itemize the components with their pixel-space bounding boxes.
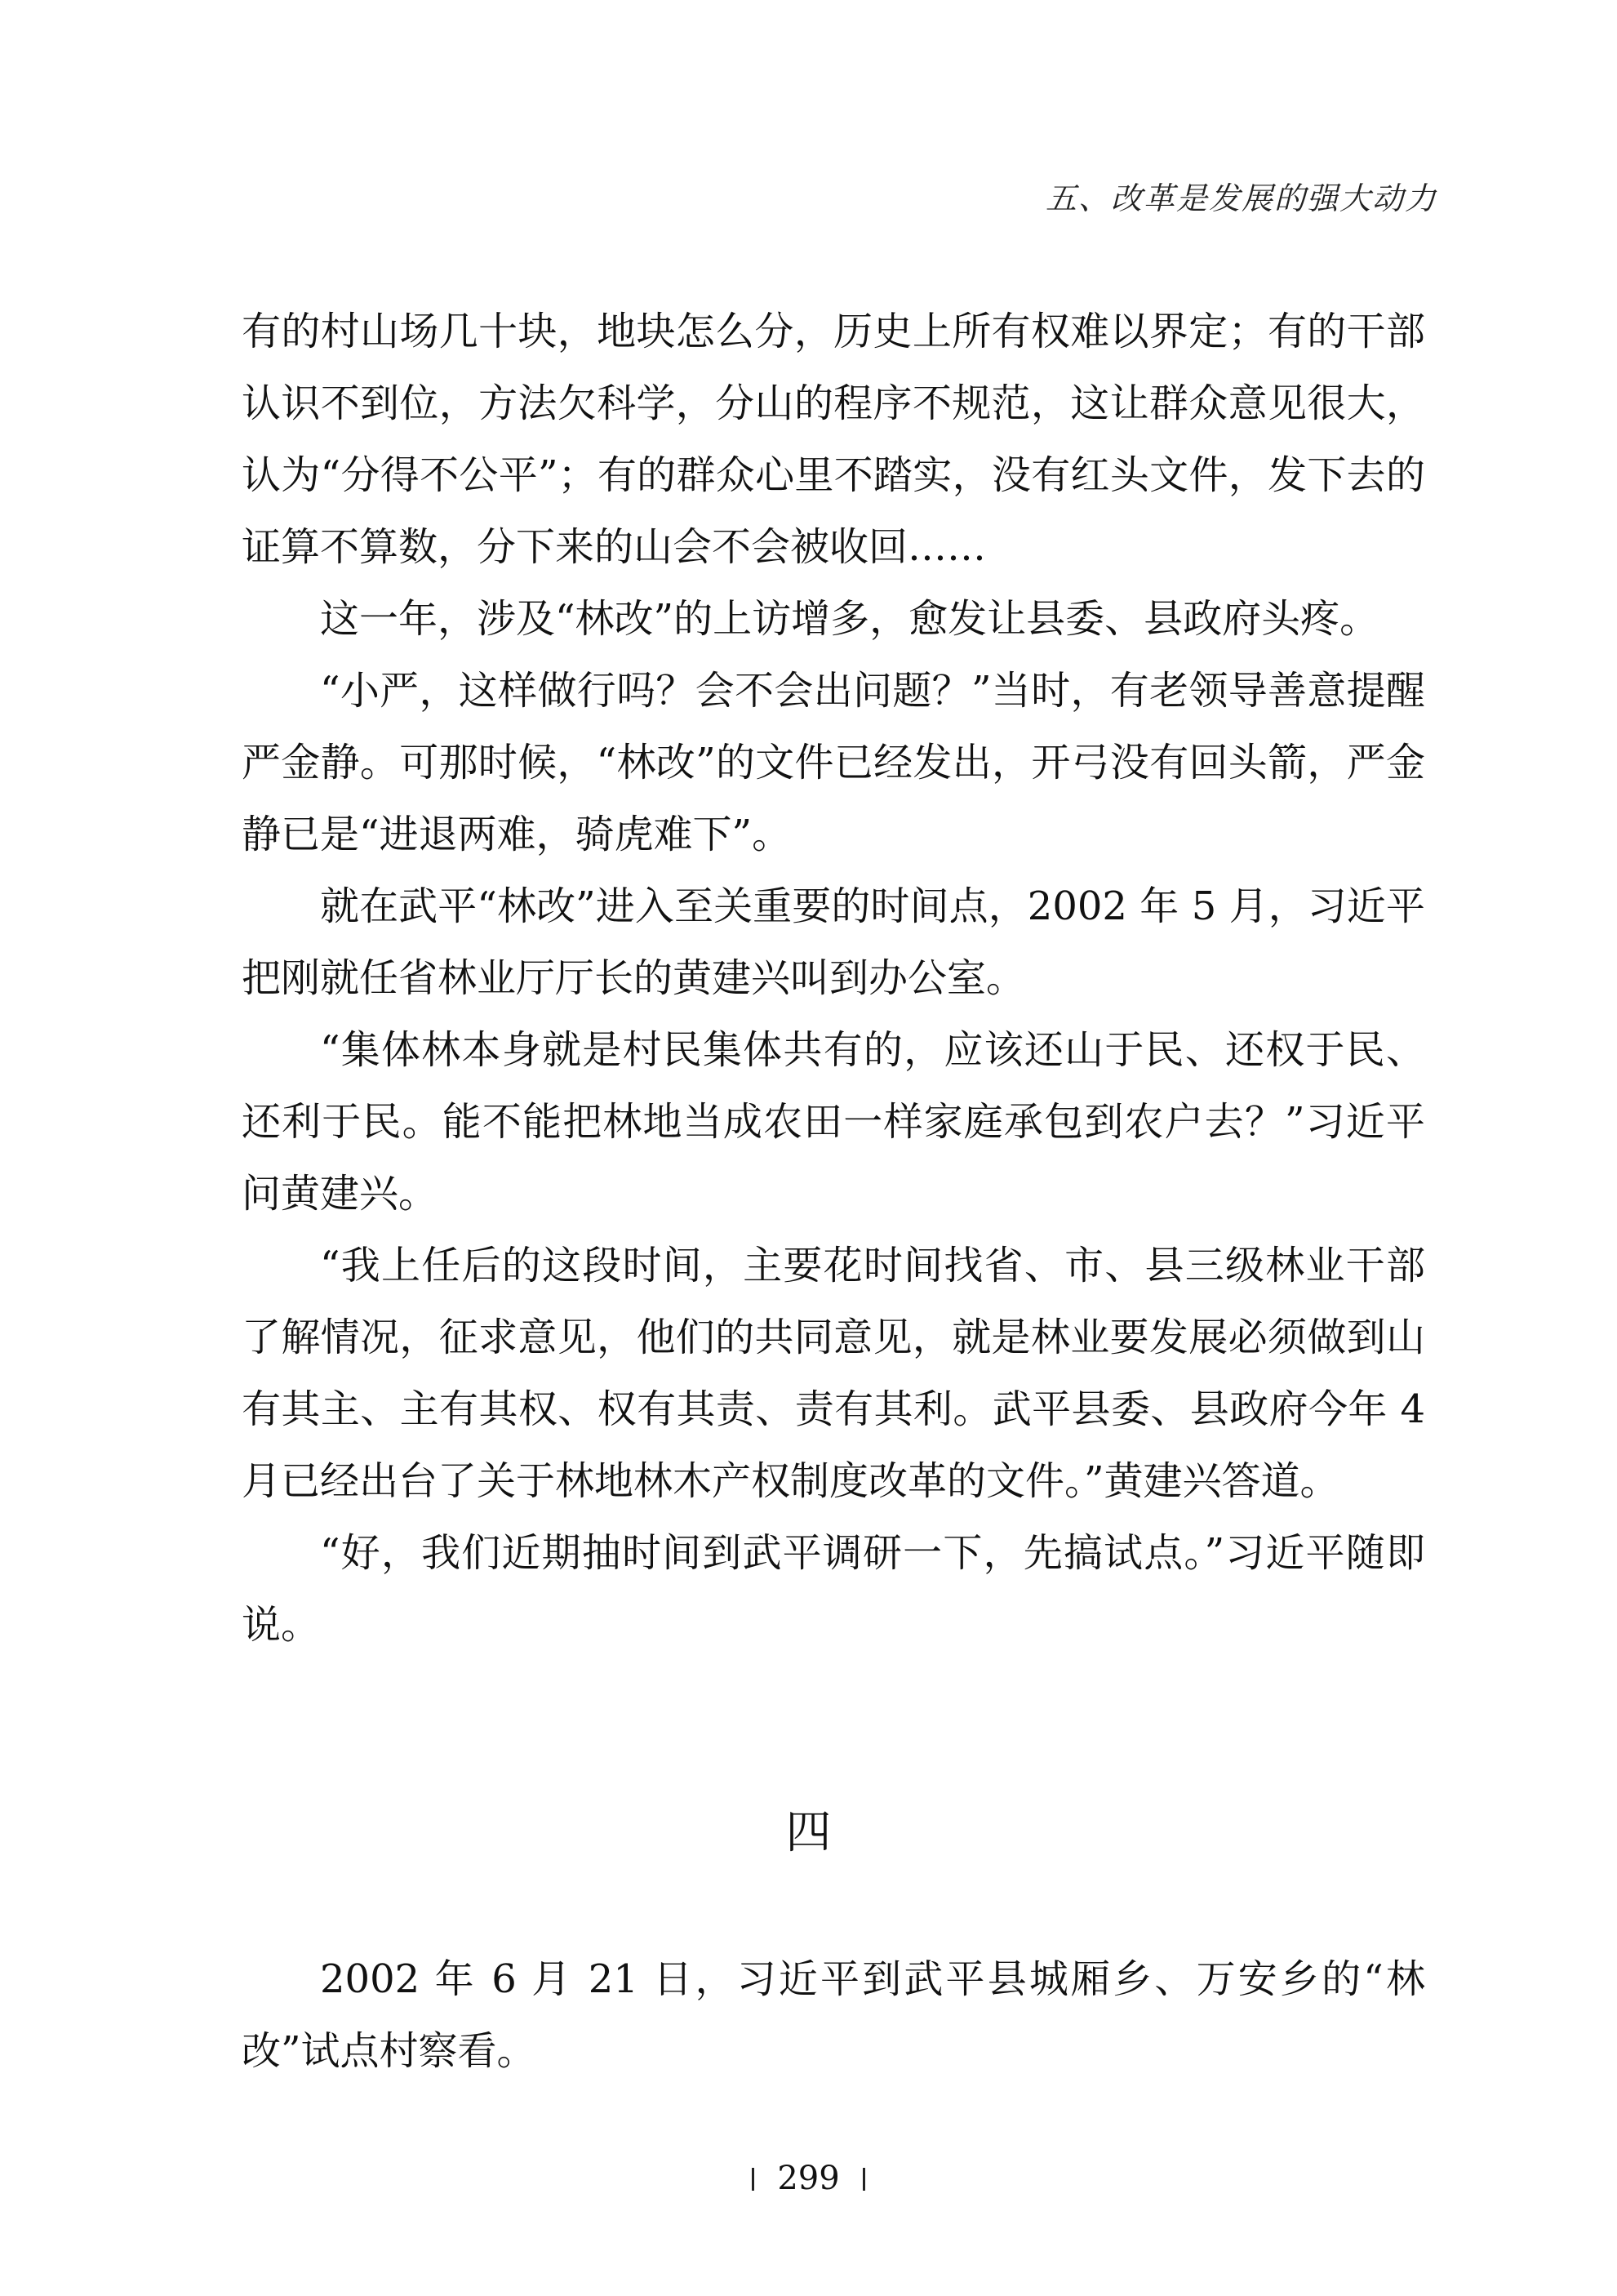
page-number: 299: [777, 2160, 840, 2197]
paragraph-continued: 有的村山场几十块，地块怎么分，历史上所有权难以界定；有的干部认识不到位，方法欠科学，分山的程序不规范，这让群众意见很大，认为“分得不公平”；有的群众心里不踏实，没有红头文件，发下去的证算不算数，分下来的山会不会被收回……: [242, 309, 1425, 570]
folio-left-bar: [752, 2168, 754, 2191]
paragraph: “集体林本身就是村民集体共有的，应该还山于民、还权于民、还利于民。能不能把林地当成农田一样家庭承包到农户去？”习近平问黄建兴。: [242, 1027, 1425, 1217]
section-number: 四: [785, 1806, 832, 1859]
paragraph: 2002 年 6 月 21 日，习近平到武平县城厢乡、万安乡的“林改”试点村察看。: [242, 1956, 1425, 2074]
paragraph: 就在武平“林改”进入至关重要的时间点，2002 年 5 月，习近平把刚就任省林业厅厅长的黄建兴叫到办公室。: [242, 883, 1425, 1001]
folio-right-bar: [863, 2168, 865, 2191]
page-footer: [0, 2160, 1617, 2197]
running-header: 五、改革是发展的强大动力: [1045, 180, 1437, 216]
paragraph: “小严，这样做行吗？会不会出问题？”当时，有老领导善意提醒严金静。可那时候，“林改”的文件已经发出，开弓没有回头箭，严金静已是“进退两难，骑虎难下”。: [242, 668, 1425, 857]
paragraph: “我上任后的这段时间，主要花时间找省、市、县三级林业干部了解情况，征求意见，他们的共同意见，就是林业要发展必须做到山有其主、主有其权、权有其责、责有其利。武平县委、县政府今年 4 月已经出台了关于林地林木产权制度改革的文件。”黄建兴答道。: [242, 1243, 1425, 1504]
paragraph: 这一年，涉及“林改”的上访增多，愈发让县委、县政府头疼。: [320, 596, 1379, 642]
section-text: [242, 1943, 1425, 2087]
body-text: [242, 296, 1425, 1661]
paragraph: “好，我们近期抽时间到武平调研一下，先搞试点。”习近平随即说。: [242, 1530, 1425, 1648]
